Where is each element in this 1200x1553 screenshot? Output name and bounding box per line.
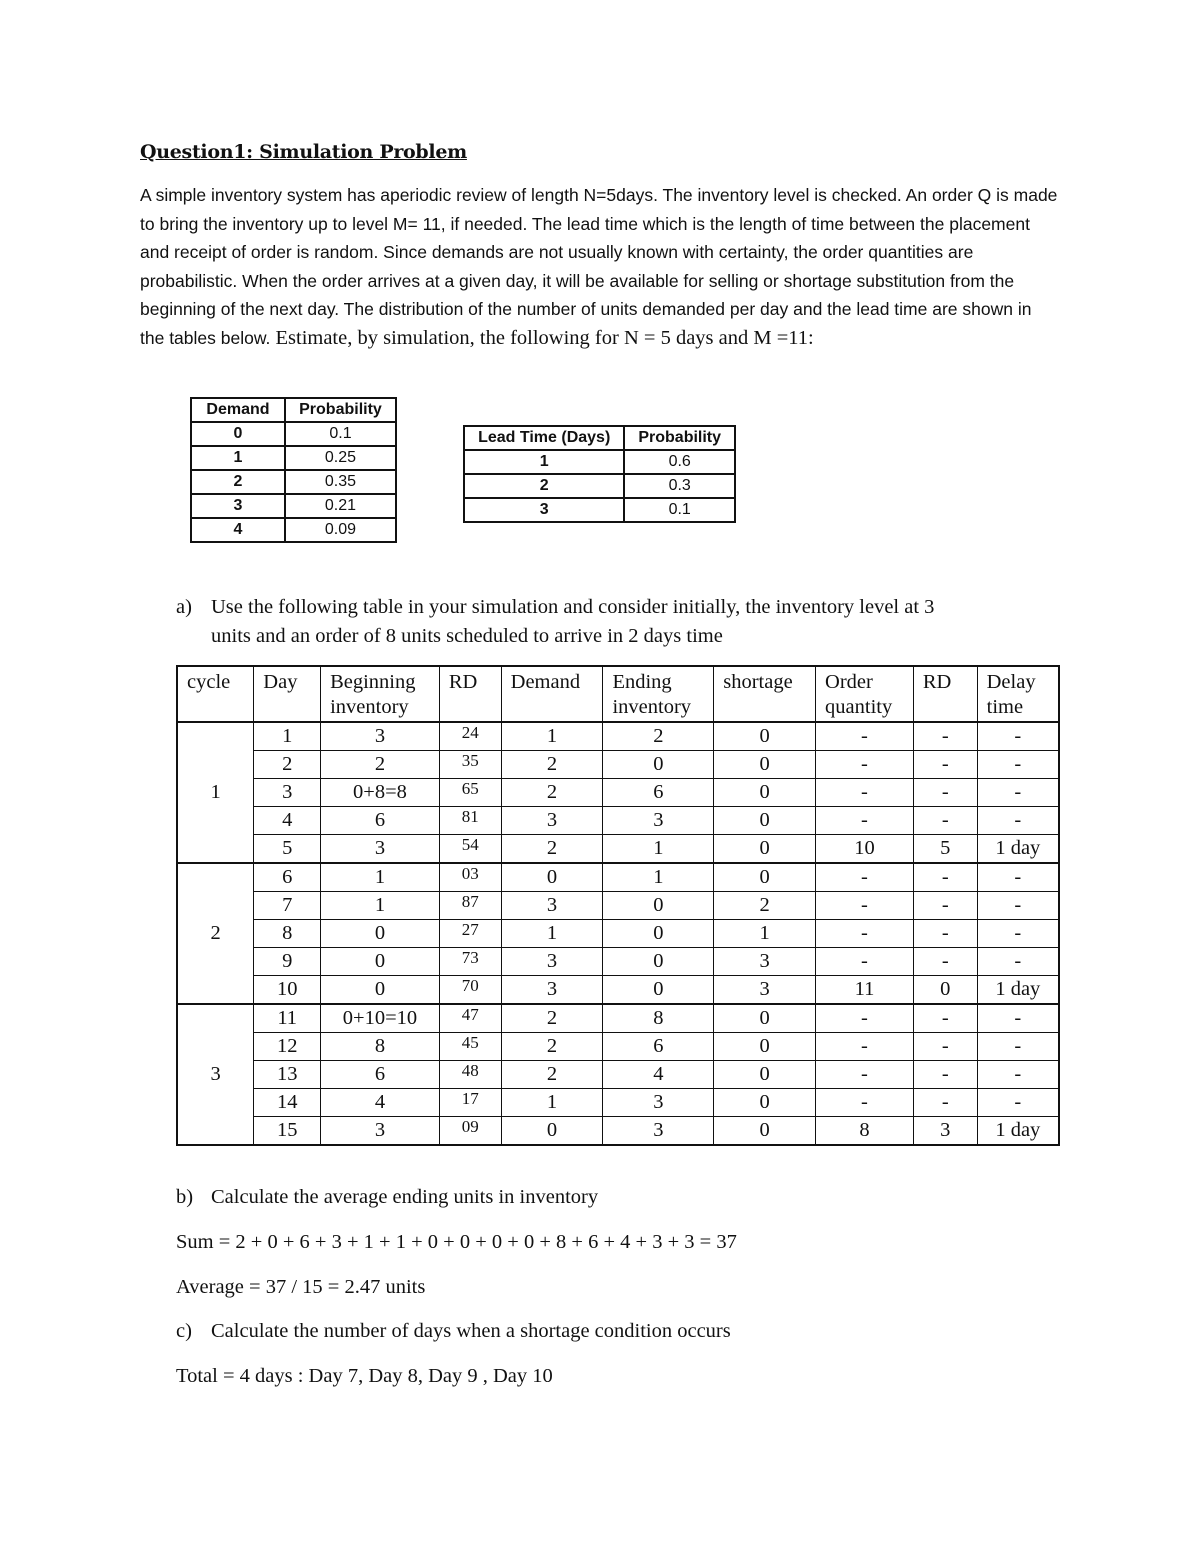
table-header: Demand [191,398,285,422]
table-cell: 1 [191,446,285,470]
table-cell: 2 [714,892,816,920]
table-cell: 4 [603,1061,714,1089]
table-row [177,1089,1059,1117]
simulation-table [176,665,1060,1146]
table-row [177,807,1059,835]
part-c-total: Total = 4 days : Day 7, Day 8, Day 9 , Day 10 [176,1365,553,1387]
table-cell: 17 [439,1089,501,1117]
demand-table-body [191,422,396,542]
part-c-question [176,1320,731,1343]
column-header: Demand [501,666,603,722]
table-cell: 3 [321,835,440,864]
table-cell: 87 [439,892,501,920]
table-cell: 4 [191,518,285,542]
table-cell: 0 [321,920,440,948]
table-header: Probability [624,426,735,450]
table-cell: 9 [254,948,321,976]
table-cell: - [977,722,1059,751]
table-cell: 3 [321,722,440,751]
table-row [177,751,1059,779]
table-cell: - [816,1089,914,1117]
table-row [177,1117,1059,1146]
table-cell: 1 [321,892,440,920]
table-cell: 13 [254,1061,321,1089]
table-cell: 4 [321,1089,440,1117]
table-cell: 0.1 [285,422,396,446]
table-cell: 3 [714,948,816,976]
table-cell: 0 [603,948,714,976]
column-header: RD [439,666,501,722]
table-row [177,1033,1059,1061]
table-cell: 0 [603,920,714,948]
table-cell: 0 [714,751,816,779]
table-cell: 2 [501,1004,603,1033]
table-cell: - [977,779,1059,807]
table-cell: - [816,920,914,948]
table-cell: - [913,948,977,976]
table-cell: 1 day [977,976,1059,1005]
table-cell: - [977,920,1059,948]
table-cell: 0 [913,976,977,1005]
table-cell: 6 [603,779,714,807]
table-cell: 2 [321,751,440,779]
table-cell: 2 [254,751,321,779]
table-cell: 2 [464,474,624,498]
table-cell: 8 [603,1004,714,1033]
table-cell: 0 [714,722,816,751]
table-row [177,1061,1059,1089]
table-cell: - [977,751,1059,779]
column-header: Day [254,666,321,722]
table-cell: 1 [321,863,440,892]
column-header: Delay time [977,666,1059,722]
table-cell: - [816,779,914,807]
table-cell: 0.35 [285,470,396,494]
table-row [191,518,396,542]
table-cell: 6 [321,1061,440,1089]
table-cell: 10 [254,976,321,1005]
table-cell: 3 [603,1089,714,1117]
table-row [191,422,396,446]
part-c-label: c) [176,1320,192,1342]
table-cell: 0 [714,779,816,807]
table-cell: 0 [714,863,816,892]
table-cell: 0.1 [624,498,735,522]
table-cell: 54 [439,835,501,864]
table-row [177,976,1059,1005]
table-cell: 3 [603,807,714,835]
table-cell: 47 [439,1004,501,1033]
table-cell: 0 [714,1117,816,1146]
table-cell: 11 [816,976,914,1005]
table-cell: 2 [501,779,603,807]
table-cell: 0 [714,1089,816,1117]
table-row [191,470,396,494]
table-cell: 0.09 [285,518,396,542]
table-cell: - [816,1004,914,1033]
table-cell: 2 [501,835,603,864]
column-header: Order quantity [816,666,914,722]
table-cell: 3 [501,948,603,976]
cycle-cell: 2 [177,863,254,1004]
table-cell: 5 [254,835,321,864]
table-row [191,494,396,518]
table-cell: - [913,1004,977,1033]
column-header: cycle [177,666,254,722]
part-c-question-text: Calculate the number of days when a shortage condition occurs [211,1320,731,1342]
table-header: Lead Time (Days) [464,426,624,450]
part-a-label: a) [176,596,192,618]
table-cell: - [977,807,1059,835]
simulation-table-body [177,722,1059,1145]
table-cell: 1 [464,450,624,474]
table-cell: 03 [439,863,501,892]
table-cell: 0 [603,892,714,920]
part-b-question [176,1186,598,1209]
part-a [176,593,1076,651]
column-header: RD [913,666,977,722]
table-cell: 4 [254,807,321,835]
table-header: Probability [285,398,396,422]
problem-text-serif: Estimate, by simulation, the following for N = 5 days and M =11: [270,326,814,349]
table-row [177,1004,1059,1033]
lead-time-probability-table [463,425,736,523]
table-cell: 35 [439,751,501,779]
simulation-table-header-row [177,666,1059,722]
table-cell: 3 [191,494,285,518]
table-cell: 6 [321,807,440,835]
table-cell: 0 [501,863,603,892]
table-row [464,450,735,474]
lead-table-body [464,450,735,522]
table-cell: - [913,863,977,892]
table-row [177,920,1059,948]
table-cell: 3 [254,779,321,807]
table-cell: 10 [816,835,914,864]
table-cell: - [913,1061,977,1089]
table-cell: 0 [603,976,714,1005]
table-row [177,892,1059,920]
table-cell: 0 [501,1117,603,1146]
table-cell: 1 [603,863,714,892]
column-header: shortage [714,666,816,722]
part-b-sum: Sum = 2 + 0 + 6 + 3 + 1 + 1 + 0 + 0 + 0 + 0 + 8 + 6 + 4 + 3 + 3 = 37 [176,1231,737,1253]
table-cell: 6 [603,1033,714,1061]
table-cell: 8 [816,1117,914,1146]
table-cell: - [913,807,977,835]
table-cell: 8 [254,920,321,948]
table-cell: 0 [714,1004,816,1033]
table-cell: 3 [714,976,816,1005]
table-cell: 81 [439,807,501,835]
part-b-average: Average = 37 / 15 = 2.47 units [176,1276,426,1298]
table-cell: 3 [501,976,603,1005]
table-cell: 73 [439,948,501,976]
part-a-text-line1: Use the following table in your simulation and consider initially, the inventory level at 3 [211,596,935,618]
table-cell: - [816,722,914,751]
table-cell: 2 [501,751,603,779]
table-cell: 1 [501,1089,603,1117]
table-cell: 0.3 [624,474,735,498]
table-cell: - [913,1033,977,1061]
table-cell: - [913,751,977,779]
table-cell: - [913,892,977,920]
table-cell: 3 [603,1117,714,1146]
table-cell: - [977,863,1059,892]
table-cell: 2 [501,1033,603,1061]
table-cell: 3 [464,498,624,522]
table-cell: 65 [439,779,501,807]
table-row [177,863,1059,892]
table-cell: - [977,1061,1059,1089]
table-cell: - [977,948,1059,976]
problem-description [140,181,1060,352]
table-cell: 1 [254,722,321,751]
table-cell: - [816,863,914,892]
table-cell: 0 [714,835,816,864]
table-cell: - [977,1033,1059,1061]
cycle-cell: 1 [177,722,254,863]
table-cell: 27 [439,920,501,948]
table-cell: 48 [439,1061,501,1089]
table-cell: - [816,751,914,779]
table-cell: 3 [321,1117,440,1146]
table-cell: 0.6 [624,450,735,474]
table-cell: - [816,807,914,835]
table-row [464,474,735,498]
table-cell: 12 [254,1033,321,1061]
part-a-text-line2: units and an order of 8 units scheduled to arrive in 2 days time [211,625,723,647]
table-cell: 7 [254,892,321,920]
table-cell: 8 [321,1033,440,1061]
table-cell: 0 [191,422,285,446]
table-cell: 1 day [977,835,1059,864]
table-cell: - [913,920,977,948]
table-cell: - [816,892,914,920]
table-cell: 5 [913,835,977,864]
problem-text: A simple inventory system has aperiodic review of length N=5days. The inventory level is checked. An order Q is made to bring the inventory up to level M= 11, if needed. The lead time which is the length of time between the placement and receipt of order is random. Since demands are not usually known with certainty, the order quantities are probabilistic. When the order arrives at a given day, it will be available for selling or shortage substitution from the beginning of the next day. The distribution of the number of units demanded per day and the lead time are shown in the tables below. [140,185,1058,348]
table-cell: 0.21 [285,494,396,518]
table-cell: 11 [254,1004,321,1033]
page-title: Question1: Simulation Problem [140,141,467,163]
table-cell: 0 [714,1061,816,1089]
table-cell: 45 [439,1033,501,1061]
table-cell: 15 [254,1117,321,1146]
table-cell: 0+10=10 [321,1004,440,1033]
table-cell: 0 [714,1033,816,1061]
part-b-label: b) [176,1186,194,1208]
table-cell: - [913,779,977,807]
table-cell: 0+8=8 [321,779,440,807]
table-cell: 0 [603,751,714,779]
table-cell: 14 [254,1089,321,1117]
table-cell: 3 [913,1117,977,1146]
table-cell: 1 [501,722,603,751]
demand-probability-table [190,397,397,543]
table-cell: 1 [501,920,603,948]
table-row [191,446,396,470]
table-cell: 3 [501,807,603,835]
table-cell: 24 [439,722,501,751]
table-cell: 2 [501,1061,603,1089]
table-cell: 6 [254,863,321,892]
table-cell: - [816,1033,914,1061]
table-cell: - [913,722,977,751]
table-cell: - [816,1061,914,1089]
table-row [177,779,1059,807]
table-cell: 70 [439,976,501,1005]
table-cell: 1 [603,835,714,864]
table-row [177,722,1059,751]
table-row [177,948,1059,976]
table-cell: 0 [321,948,440,976]
column-header: Beginning inventory [321,666,440,722]
table-cell: 3 [501,892,603,920]
table-cell: - [977,1089,1059,1117]
table-cell: 2 [191,470,285,494]
column-header: Ending inventory [603,666,714,722]
table-cell: 1 day [977,1117,1059,1146]
table-cell: 0 [321,976,440,1005]
cycle-cell: 3 [177,1004,254,1145]
part-b-question-text: Calculate the average ending units in inventory [211,1186,599,1208]
table-row [464,498,735,522]
table-cell: 1 [714,920,816,948]
table-cell: - [977,892,1059,920]
table-cell: - [816,948,914,976]
table-cell: 2 [603,722,714,751]
table-cell: 0 [714,807,816,835]
table-cell: 0.25 [285,446,396,470]
table-cell: 09 [439,1117,501,1146]
table-cell: - [977,1004,1059,1033]
table-cell: - [913,1089,977,1117]
table-row [177,835,1059,864]
